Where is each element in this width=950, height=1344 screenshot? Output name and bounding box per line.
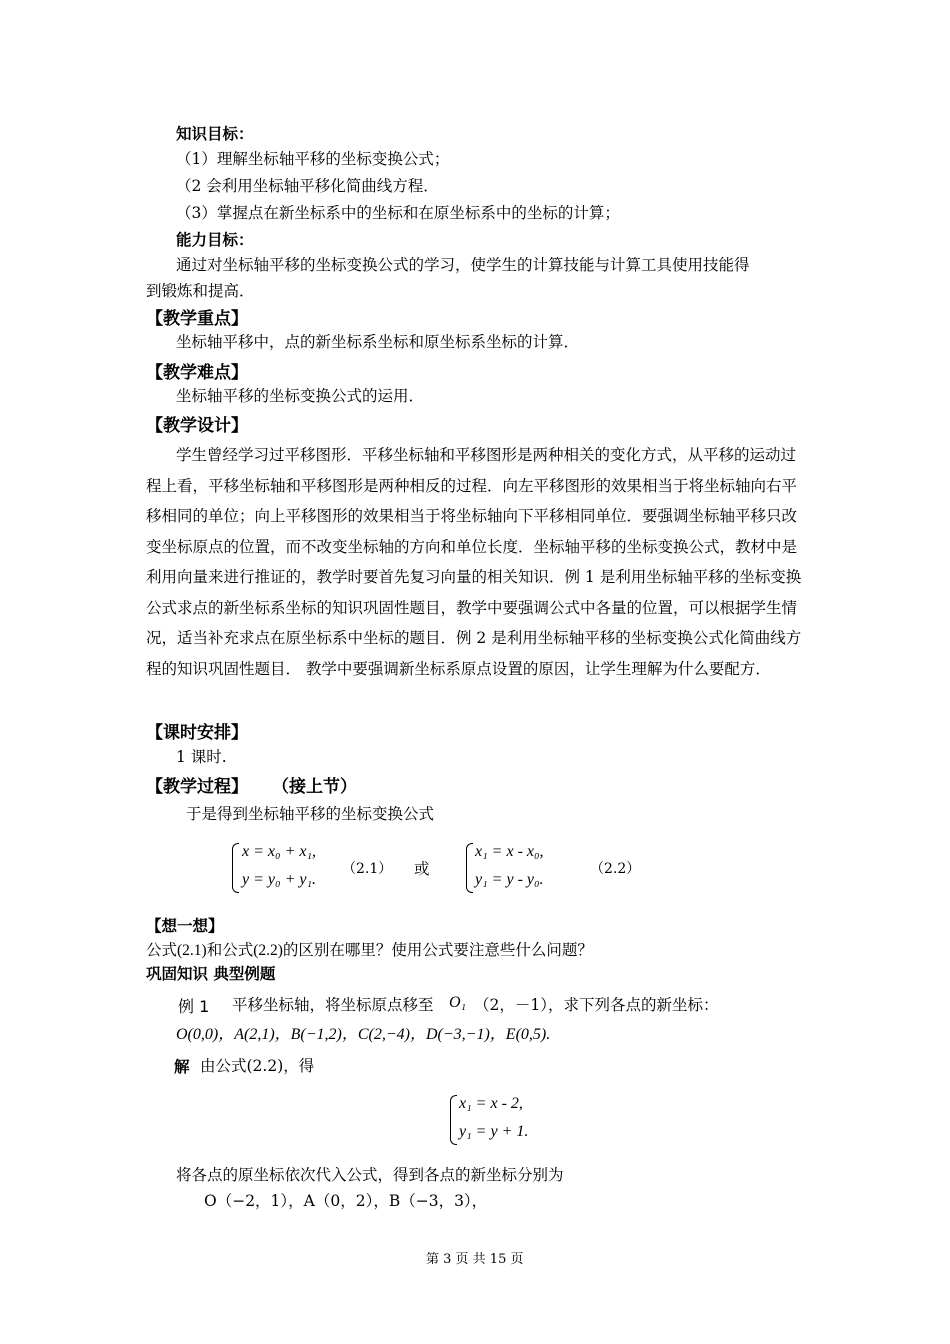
formula-22-brace (466, 843, 473, 893)
formula-21-label: （2.1） (342, 861, 393, 877)
formula-21-line2: y = y₀ + y₁. (242, 871, 317, 888)
design-heading: 【教学设计】 (146, 416, 248, 436)
solution-label: 解 (174, 1058, 190, 1076)
process-intro: 于是得到坐标轴平移的坐标变换公式 (186, 805, 435, 823)
example-text-a: 平移坐标轴，将坐标原点移至 (232, 996, 434, 1014)
formula-or: 或 (414, 860, 430, 878)
formula-21-brace (232, 843, 239, 893)
difficulty-text: 坐标轴平移的坐标变换公式的运用． (176, 387, 425, 405)
ability-goals-line1: 通过对坐标轴平移的坐标变换公式的学习，使学生的计算技能与计算工具使用技能得 (176, 256, 750, 274)
consolidate-heading: 巩固知识 典型例题 (146, 965, 276, 983)
knowledge-goals-heading: 知识目标： (176, 125, 254, 143)
ability-goals-heading: 能力目标： (176, 231, 254, 249)
design-paragraph: 学生曾经学习过平移图形．平移坐标轴和平移图形是两种相关的变化方式，从平移的运动过程上看，平移坐标轴和平移图形是两种相反的过程．向左平移图形的效果相当于将坐标轴向右平移相同的单位；向上平移图形的效果相当于将坐标轴向下平移相同单位．要强调坐标轴平移只改变坐标原点的位置，而不改变坐标轴的方向和单位长度．坐标轴平移的坐标变换公式，教材中是利用向量来进行推证的，教学时要首先复习向量的相关知识．例 1 是利用坐标轴平移的坐标变换公式求点的新坐标系坐标的知识巩固性题目，教学中要强调公式中各量的位置，可以根据学生情况，适当补充求点在原坐标系中坐标的题目．例 2 是利用坐标轴平移的坐标变换公式化简曲线方程的知识巩固性题目． 教学中要强调新坐标系原点设置的原因，让学生理解为什么要配方． (146, 446, 802, 678)
solution-formula-line1: x₁ = x - 2, (459, 1095, 523, 1112)
formula-22-line1: x₁ = x - x₀, (475, 843, 544, 860)
key-point-heading: 【教学重点】 (146, 309, 248, 329)
process-heading: 【教学过程】 (146, 777, 248, 797)
solution-text: 由公式(2.2)，得 (200, 1057, 315, 1075)
formula-21-line1: x = x₀ + x₁, (242, 843, 317, 860)
process-heading-note: （接上节） (272, 777, 357, 797)
solution-formula-brace (450, 1095, 457, 1145)
solution-formula-line2: y₁ = y + 1. (459, 1123, 529, 1140)
key-point-text: 坐标轴平移中，点的新坐标系坐标和原坐标系坐标的计算． (176, 333, 580, 351)
result-intro: 将各点的原坐标依次代入公式，得到各点的新坐标分别为 (176, 1166, 564, 1184)
difficulty-heading: 【教学难点】 (146, 363, 248, 383)
example-points-line: O(0,0)，A(2,1)，B(−1,2)，C(2,−4)，D(−3,−1)，E(0,5). (176, 1026, 551, 1043)
schedule-text: 1 课时. (176, 748, 227, 766)
think-heading: 【想一想】 (146, 917, 224, 935)
think-question: 公式(2.1)和公式(2.2)的区别在哪里？使用公式要注意些什么问题？ (146, 942, 593, 959)
example-point: O₁ (449, 994, 467, 1011)
formula-22-label: （2.2） (590, 861, 641, 877)
ability-goals-line2: 到锻炼和提高． (146, 282, 255, 300)
example-label: 例 1 (178, 997, 210, 1016)
result-line: O（−2，1），A（0，2），B（−3，3）， (204, 1192, 488, 1210)
knowledge-goal-3: （3）掌握点在新坐标系中的坐标和在原坐标系中的坐标的计算； (176, 204, 620, 222)
page-footer: 第 3 页 共 15 页 (426, 1252, 524, 1267)
knowledge-goal-2: （2 会利用坐标轴平移化简曲线方程． (176, 177, 439, 195)
example-text-b: （2，－1），求下列各点的新坐标： (474, 996, 719, 1014)
formula-22-line2: y₁ = y - y₀. (475, 871, 544, 888)
schedule-heading: 【课时安排】 (146, 723, 248, 743)
knowledge-goal-1: （1）理解坐标轴平移的坐标变换公式； (176, 150, 450, 168)
